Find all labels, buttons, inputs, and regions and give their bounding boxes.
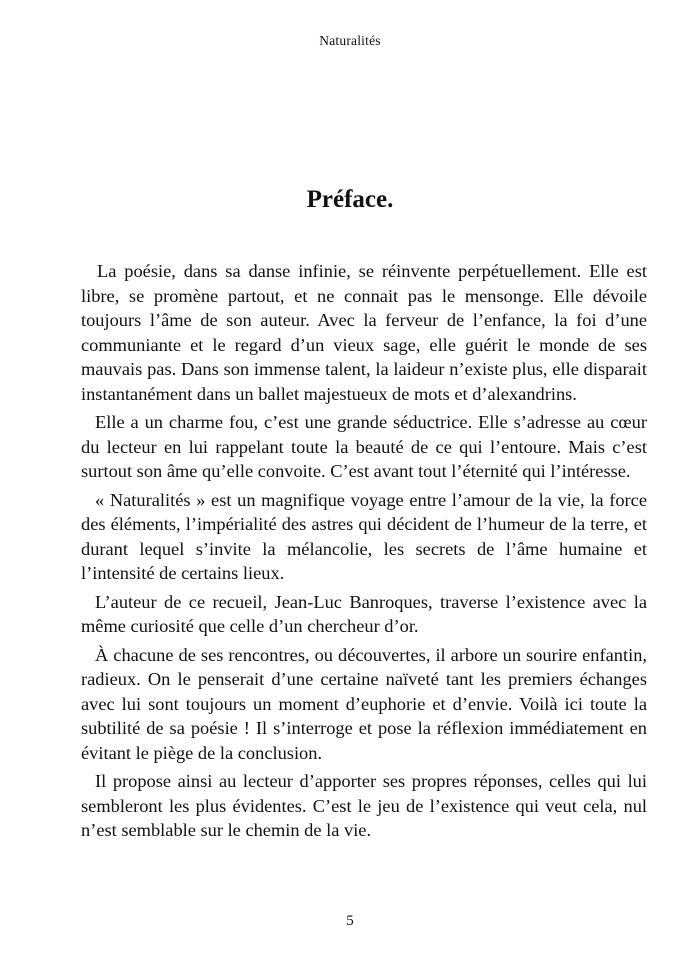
paragraph-6: Il propose ainsi au lecteur d’apporter ses propres réponses, celles qui lui sembleront les plus évidentes. C’est le jeu de l’existence qui veut cela, nul n’est semblable sur le chemin de la vie.: [81, 771, 647, 840]
paragraph-5: À chacune de ses rencontres, ou découvertes, il arbore un sourire enfantin, radieux. On le penserait d’une certaine naïveté tant les premiers échanges avec lui sont toujours un moment d’euphorie et d’envie. Voilà ici toute la subtilité de sa poésie ! Il s’interroge et pose la réflexion immédiatement en évitant le piège de la conclusion.: [81, 644, 647, 763]
paragraph-1: La poésie, dans sa danse infinie, se réinvente perpétuellement. Elle est libre, se promène partout, et ne connait pas le mensonge. Elle dévoile toujours l’âme de son auteur. Avec la ferveur de l’enfance, la foi d’une communiante et le regard d’un vieux sage, elle guérit le monde de ses mauvais pas. Dans son immense talent, la laideur n’existe plus, elle disparait instantanément dans un ballet majestueux de mots et d’alexandrins.: [81, 261, 647, 404]
running-header: Naturalités: [319, 33, 381, 48]
paragraph-2: Elle a un charme fou, c’est une grande séductrice. Elle s’adresse au cœur du lecteur en lui rappelant toute la beauté de ce qui l’entoure. Mais c’est surtout son âme qu’elle convoite. C’est avant tout l’éternité qui l’intéresse.: [81, 412, 647, 481]
page-number: 5: [346, 913, 354, 929]
paragraph-4: L’auteur de ce recueil, Jean-Luc Banroques, traverse l’existence avec la même curiosité que celle d’un chercheur d’or.: [81, 591, 647, 636]
paragraph-3: « Naturalités » est un magnifique voyage entre l’amour de la vie, la force des éléments, l’impérialité des astres qui décident de l’humeur de la terre, et durant lequel s’invite la mélancolie, les secrets de l’âme humaine et l’intensité de certains lieux.: [81, 489, 647, 583]
preface-body: [81, 259, 647, 847]
page-title: Préface.: [306, 186, 394, 213]
